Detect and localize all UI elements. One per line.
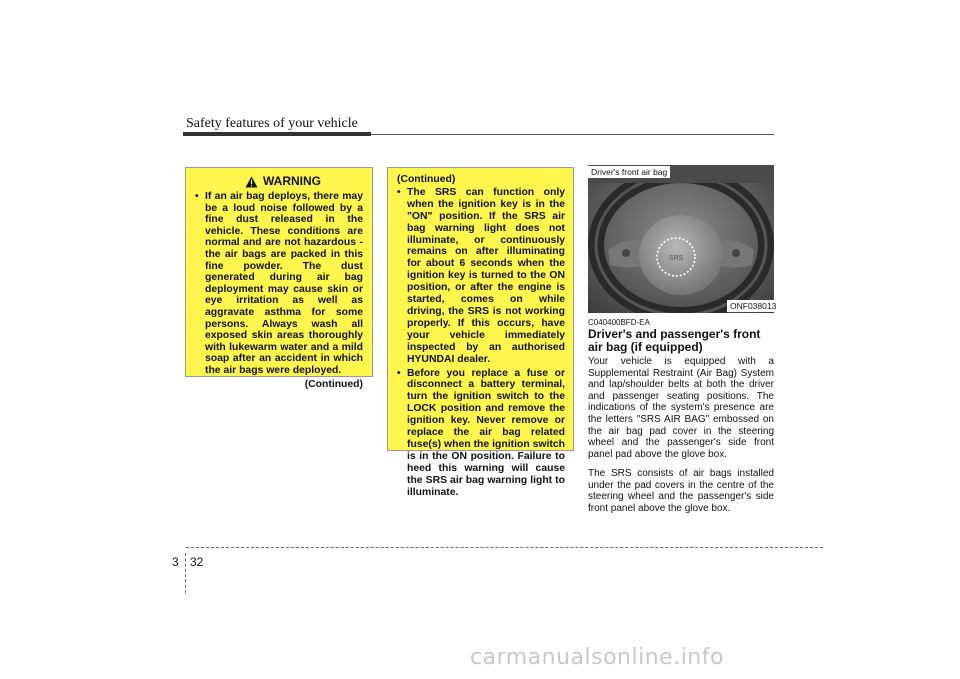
header-bar <box>183 132 371 136</box>
body-paragraph: The SRS consists of air bags installed under the pad covers in the centre of the steering wheel and the passenger's side front panel above the glove box. <box>588 468 774 514</box>
watermark: carmanualsonline.info <box>470 645 724 670</box>
header-rule <box>371 134 774 135</box>
warning-box <box>185 167 373 390</box>
header-title: Safety features of your vehicle <box>186 116 358 131</box>
warning-list <box>195 191 363 377</box>
body-paragraph: Your vehicle is equipped with a Supplemental Restraint (Air Bag) System and lap/shoulder belts at both the driver and passenger seating positions. The indications of the system's presence are the letters "SRS AIR BAG" embossed on the air bag pad cover in the steering wheel and the passenger's side front panel pad above the glove box. <box>588 356 774 460</box>
photo-code: ONF038013 <box>727 300 779 312</box>
continued-list <box>397 187 565 499</box>
warning-heading <box>195 176 363 188</box>
steering-wheel-photo <box>588 165 774 313</box>
warning-triangle-icon <box>245 176 258 188</box>
section-title: Driver's and passenger's front air bag (if equipped) <box>588 327 761 354</box>
srs-badge: SRS <box>668 255 684 262</box>
continued-warning-box <box>387 167 574 498</box>
section-code: C040400BFD-EA <box>588 318 650 327</box>
chapter-number: 3 <box>172 555 179 569</box>
continued-bullet: • The SRS can function only when the ignition key is in the "ON" position. If the SRS air bag warning light does not illuminate, or continuously remains on after illuminating for about 6 seconds when the ignition key is turned to the ON position, or after the engine is started, comes on while driving, the SRS is not working properly. If this occurs, have your vehicle immediately inspected by an authorised HYUNDAI dealer. <box>397 187 565 366</box>
warning-heading-text: WARNING <box>263 174 321 189</box>
warning-continued: (Continued) <box>304 378 363 390</box>
photo-caption: Driver's front air bag <box>588 166 670 178</box>
warning-bullet: • If an air bag deploys, there may be a loud noise followed by a fine dust released in the vehicle. These conditions are normal and are not hazardous - the air bags are packed in this fine powder. The dust generated during air bag deployment may cause skin or eye irritation as well as aggravate asthma for some persons. Always wash all exposed skin areas thoroughly with lukewarm water and a mild soap after an accident in which the air bags were deployed. <box>195 191 363 377</box>
footer-vertical-rule <box>185 553 186 593</box>
page-number: 32 <box>190 555 204 569</box>
continued-label: (Continued) <box>397 174 456 185</box>
steering-wheel-image <box>588 165 774 313</box>
continued-bullet: • Before you replace a fuse or disconnect a battery terminal, turn the ignition switch to the LOCK position and remove the ignition key. Never remove or replace the air bag related fuse(s) when the ignition switch is in the ON position. Failure to heed this warning will cause the SRS air bag warning light to illuminate. <box>397 368 565 499</box>
footer-dashed-rule <box>186 547 823 548</box>
